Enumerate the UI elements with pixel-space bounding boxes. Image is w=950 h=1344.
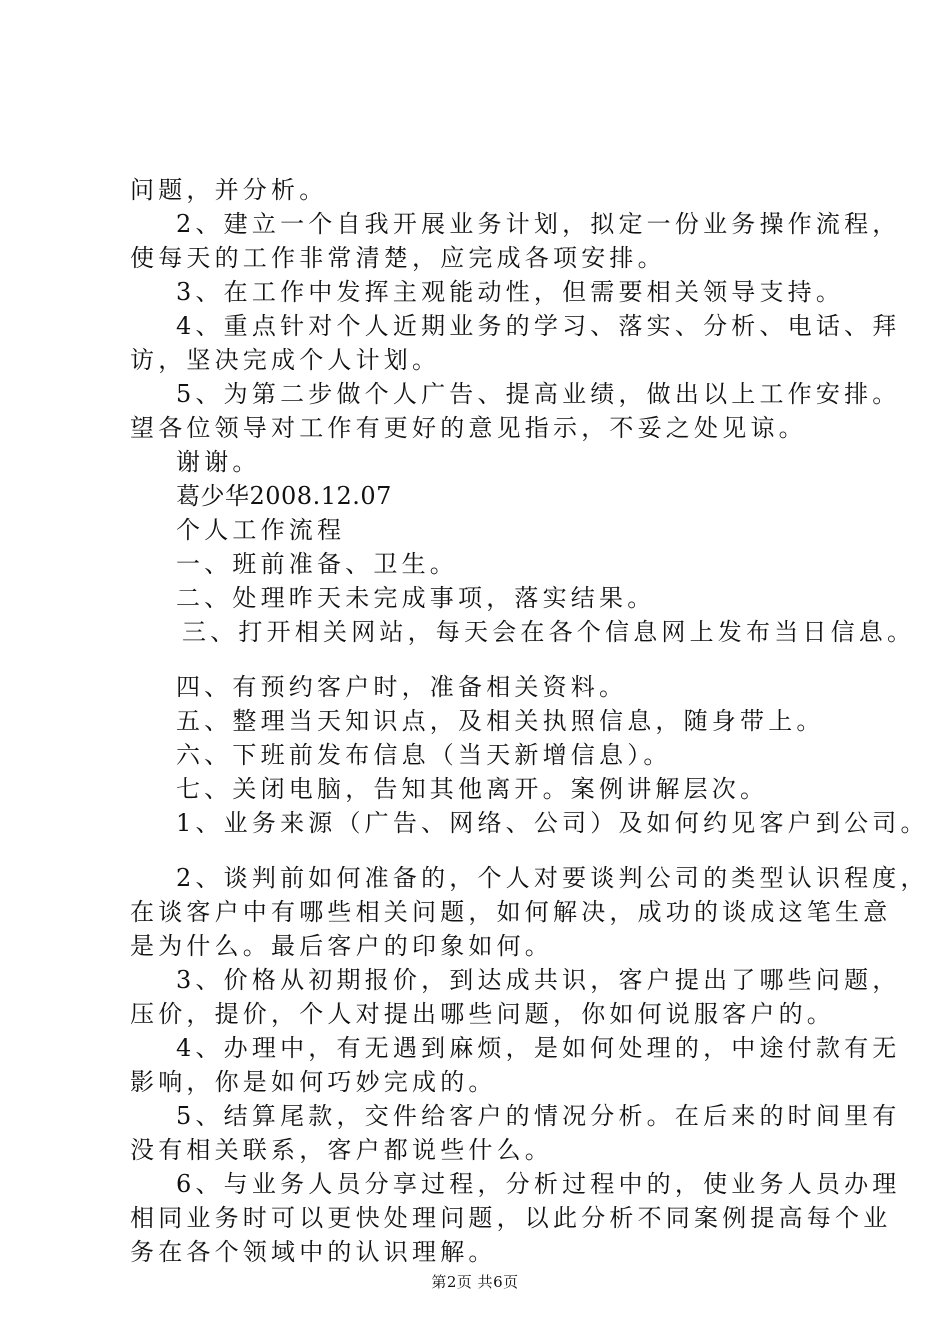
paragraph-line: 4、办理中，有无遇到麻烦，是如何处理的，中途付款有无 <box>176 1034 901 1062</box>
list-item: 一、班前准备、卫生。 <box>176 550 458 578</box>
paragraph-line: 使每天的工作非常清楚，应完成各项安排。 <box>130 244 666 272</box>
page-number-footer: 第2页 共6页 <box>431 1273 519 1291</box>
paragraph-line: 影响，你是如何巧妙完成的。 <box>130 1068 497 1096</box>
list-item: 三、打开相关网站，每天会在各个信息网上发布当日信息。 <box>182 618 916 646</box>
list-item: 七、关闭电脑，告知其他离开。案例讲解层次。 <box>176 775 769 803</box>
paragraph-line: 相同业务时可以更快处理问题，以此分析不同案例提高每个业 <box>130 1204 892 1232</box>
paragraph-line: 在谈客户中有哪些相关问题，如何解决，成功的谈成这笔生意 <box>130 898 892 926</box>
paragraph-line: 是为什么。最后客户的印象如何。 <box>130 932 553 960</box>
paragraph-line: 务在各个领域中的认识理解。 <box>130 1238 497 1266</box>
paragraph-line: 3、价格从初期报价，到达成共识，客户提出了哪些问题， <box>176 966 901 994</box>
list-item: 四、有预约客户时，准备相关资料。 <box>176 673 628 701</box>
paragraph-line: 压价，提价，个人对提出哪些问题，你如何说服客户的。 <box>130 1000 835 1028</box>
signature-line: 葛少华2008.12.07 <box>176 482 392 510</box>
paragraph-line: 没有相关联系，客户都说些什么。 <box>130 1136 553 1164</box>
list-item: 1、业务来源（广告、网络、公司）及如何约见客户到公司。 <box>176 809 929 837</box>
section-title: 个人工作流程 <box>176 516 346 544</box>
paragraph-line: 访，坚决完成个人计划。 <box>130 346 441 374</box>
list-item: 六、下班前发布信息（当天新增信息）。 <box>176 741 672 769</box>
paragraph-line: 问题，并分析。 <box>130 176 328 204</box>
paragraph-line: 2、建立一个自我开展业务计划，拟定一份业务操作流程， <box>176 210 901 238</box>
paragraph-line: 5、为第二步做个人广告、提高业绩，做出以上工作安排。 <box>176 380 901 408</box>
list-item: 五、整理当天知识点，及相关执照信息，随身带上。 <box>176 707 825 735</box>
list-item: 二、处理昨天未完成事项，落实结果。 <box>176 584 656 612</box>
paragraph-line: 5、结算尾款，交件给客户的情况分析。在后来的时间里有 <box>176 1102 901 1130</box>
paragraph-line: 4、重点针对个人近期业务的学习、落实、分析、电话、拜 <box>176 312 901 340</box>
paragraph-line: 3、在工作中发挥主观能动性，但需要相关领导支持。 <box>176 278 845 306</box>
closing-thanks: 谢谢。 <box>176 448 261 476</box>
paragraph-line: 6、与业务人员分享过程，分析过程中的，使业务人员办理 <box>176 1170 901 1198</box>
paragraph-line: 2、谈判前如何准备的，个人对要谈判公司的类型认识程度， <box>176 864 929 892</box>
paragraph-line: 望各位领导对工作有更好的意见指示，不妥之处见谅。 <box>130 414 807 442</box>
